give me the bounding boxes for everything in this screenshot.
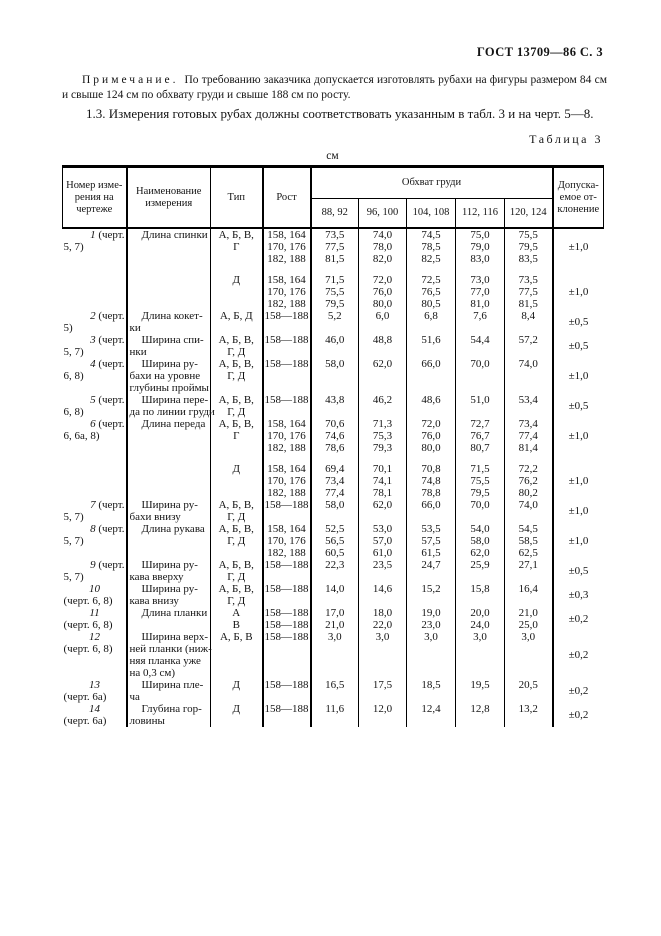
cell-measure-name: Ширина ру- кава внизу: [127, 583, 211, 607]
cell-measure-name: Ширина спи- нки: [127, 334, 211, 358]
cell-value-size-3: 19,0 23,0: [407, 607, 456, 631]
cell-value-size-2: 12,0: [359, 703, 407, 727]
cell-height: 158, 164 170, 176 182, 188: [263, 454, 311, 499]
cell-tolerance: ±0,5: [553, 394, 604, 418]
cell-value-size-5: 21,0 25,0: [505, 607, 553, 631]
cell-tolerance: ±1,0: [553, 228, 604, 265]
cell-measure-name: Длина спинки: [127, 228, 211, 265]
cell-value-size-4: 3,0: [456, 631, 505, 679]
table-row: [63, 334, 604, 358]
cell-value-size-4: 72,7 76,7 80,7: [456, 418, 505, 454]
cell-tolerance: ±0,3: [553, 583, 604, 607]
cell-measure-number: 5 (черт. 6, 8): [63, 394, 125, 418]
cell-measure-number: 9 (черт. 5, 7): [63, 559, 125, 583]
cell-height: 158—188: [263, 310, 311, 334]
cell-value-size-3: 6,8: [407, 310, 456, 334]
cell-measure-number: 8 (черт. 5, 7): [63, 523, 125, 547]
unit-label: см: [326, 150, 339, 162]
header-size-2: 96, 100: [359, 199, 407, 229]
cell-value-size-4: 51,0: [456, 394, 505, 418]
cell-value-size-4: 54,0 58,0 62,0: [456, 523, 505, 559]
cell-value-size-2: 48,8: [359, 334, 407, 358]
cell-type: Д: [211, 679, 263, 703]
cell-tolerance: ±1,0: [553, 265, 604, 310]
cell-value-size-2: 74,0 78,0 82,0: [359, 228, 407, 265]
cell-height: 158—188: [263, 334, 311, 358]
cell-measure-number: 10 (черт. 6, 8): [63, 583, 113, 607]
cell-measure-number: [63, 454, 127, 499]
cell-value-size-4: 7,6: [456, 310, 505, 334]
cell-value-size-3: 15,2: [407, 583, 456, 607]
cell-height: 158—188: [263, 631, 311, 679]
cell-value-size-4: 71,5 75,5 79,5: [456, 454, 505, 499]
table-row: [63, 583, 604, 607]
cell-value-size-4: 54,4: [456, 334, 505, 358]
cell-type: А, Б, В, Г, Д: [211, 559, 263, 583]
header-height: Рост: [263, 167, 311, 229]
cell-tolerance: ±0,5: [553, 310, 604, 334]
cell-value-size-5: 72,2 76,2 80,2: [505, 454, 553, 499]
cell-value-size-5: 75,5 79,5 83,5: [505, 228, 553, 265]
cell-tolerance: ±1,0: [553, 499, 604, 523]
cell-type: А, Б, Д: [211, 310, 263, 334]
cell-value-size-5: 54,5 58,5 62,5: [505, 523, 553, 559]
cell-type: А, Б, В, Г, Д: [211, 394, 263, 418]
cell-value-size-1: 73,5 77,5 81,5: [311, 228, 359, 265]
cell-measure-number: 11 (черт. 6, 8): [63, 607, 113, 631]
table-row: [63, 703, 604, 727]
cell-value-size-3: 74,5 78,5 82,5: [407, 228, 456, 265]
cell-value-size-2: 46,2: [359, 394, 407, 418]
cell-value-size-1: 17,0 21,0: [311, 607, 359, 631]
cell-value-size-5: 53,4: [505, 394, 553, 418]
table-row: [63, 418, 604, 454]
measurements-table: [62, 165, 604, 727]
table-row: [63, 358, 604, 394]
cell-tolerance: ±1,0: [553, 418, 604, 454]
cell-measure-name: Длина планки: [127, 607, 211, 631]
cell-height: 158—188: [263, 358, 311, 394]
table-row: [63, 310, 604, 334]
cell-measure-number: 6 (черт. 6, 6а, 8): [63, 418, 125, 442]
cell-type: А, Б, В, Г: [211, 418, 263, 454]
header-tolerance: Допуска- емое от- клонение: [553, 167, 604, 229]
cell-value-size-4: 70,0: [456, 499, 505, 523]
cell-value-size-4: 12,8: [456, 703, 505, 727]
cell-value-size-5: 27,1: [505, 559, 553, 583]
cell-value-size-4: 20,0 24,0: [456, 607, 505, 631]
table-body: [63, 228, 604, 727]
table-header: [63, 167, 604, 229]
cell-value-size-1: 58,0: [311, 358, 359, 394]
cell-value-size-5: 73,5 77,5 81,5: [505, 265, 553, 310]
cell-value-size-2: 71,3 75,3 79,3: [359, 418, 407, 454]
cell-tolerance: ±0,2: [553, 679, 604, 703]
cell-tolerance: ±1,0: [553, 454, 604, 499]
cell-height: 158—188: [263, 703, 311, 727]
cell-measure-number: [63, 265, 127, 310]
cell-measure-number: 4 (черт. 6, 8): [63, 358, 125, 382]
cell-measure-number: 1 (черт. 5, 7): [63, 229, 125, 253]
cell-measure-name: Ширина пле- ча: [127, 679, 211, 703]
cell-height: 158—188: [263, 394, 311, 418]
cell-measure-name: Ширина ру- кава вверху: [127, 559, 211, 583]
cell-measure-number: 3 (черт. 5, 7): [63, 334, 125, 358]
cell-value-size-1: 52,5 56,5 60,5: [311, 523, 359, 559]
cell-measure-name: [127, 454, 211, 499]
cell-measure-number: 14 (черт. 6а): [63, 703, 107, 727]
cell-height: 158—188: [263, 499, 311, 523]
table-caption: Таблица 3: [529, 132, 603, 146]
cell-value-size-5: 73,4 77,4 81,4: [505, 418, 553, 454]
cell-value-size-3: 51,6: [407, 334, 456, 358]
cell-measure-name: Длина рукава: [127, 523, 211, 559]
note-label: Примечание.: [82, 74, 179, 86]
cell-measure-name: [127, 265, 211, 310]
cell-type: Д: [211, 454, 263, 499]
cell-value-size-2: 17,5: [359, 679, 407, 703]
cell-tolerance: ±0,5: [553, 334, 604, 358]
cell-measure-name: Длина переда: [127, 418, 211, 454]
cell-height: 158, 164 170, 176 182, 188: [263, 228, 311, 265]
header-measure-number: Номер изме- рения на чертеже: [63, 167, 127, 229]
cell-value-size-1: 43,8: [311, 394, 359, 418]
cell-type: А, Б, В, Г, Д: [211, 583, 263, 607]
cell-value-size-2: 72,0 76,0 80,0: [359, 265, 407, 310]
cell-measure-number: 12 (черт. 6, 8): [63, 631, 113, 655]
cell-value-size-1: 14,0: [311, 583, 359, 607]
cell-value-size-1: 58,0: [311, 499, 359, 523]
cell-value-size-2: 62,0: [359, 358, 407, 394]
cell-value-size-2: 23,5: [359, 559, 407, 583]
cell-value-size-1: 11,6: [311, 703, 359, 727]
cell-measure-name: Длина кокет- ки: [127, 310, 211, 334]
cell-tolerance: ±0,5: [553, 559, 604, 583]
cell-value-size-2: 62,0: [359, 499, 407, 523]
cell-value-size-1: 3,0: [311, 631, 359, 679]
cell-value-size-3: 70,8 74,8 78,8: [407, 454, 456, 499]
cell-value-size-4: 19,5: [456, 679, 505, 703]
cell-value-size-3: 18,5: [407, 679, 456, 703]
cell-value-size-2: 70,1 74,1 78,1: [359, 454, 407, 499]
table-row: [63, 265, 604, 310]
table-row: [63, 499, 604, 523]
cell-measure-name: Ширина верх- ней планки (ниж- няя планка уже на 0,3 см): [127, 631, 211, 679]
cell-type: А, Б, В, Г, Д: [211, 523, 263, 559]
cell-height: 158—188: [263, 559, 311, 583]
cell-type: Д: [211, 265, 263, 310]
table-row: [63, 228, 604, 265]
cell-value-size-5: 13,2: [505, 703, 553, 727]
header-chest-girth: Обхват груди: [311, 167, 553, 199]
cell-value-size-1: 16,5: [311, 679, 359, 703]
page-header: ГОСТ 13709—86 С. 3: [476, 45, 603, 59]
cell-value-size-1: 71,5 75,5 79,5: [311, 265, 359, 310]
cell-measure-number: 2 (черт. 5): [63, 310, 125, 334]
cell-value-size-1: 70,6 74,6 78,6: [311, 418, 359, 454]
cell-measure-name: Ширина ру- бахи на уровне глубины проймы: [127, 358, 211, 394]
cell-value-size-5: 3,0: [505, 631, 553, 679]
cell-type: А В: [211, 607, 263, 631]
cell-value-size-5: 20,5: [505, 679, 553, 703]
header-size-3: 104, 108: [407, 199, 456, 229]
cell-height: 158—188 158—188: [264, 607, 309, 631]
cell-tolerance: ±0,2: [553, 631, 604, 679]
cell-measure-number: 7 (черт. 5, 7): [63, 499, 125, 523]
cell-value-size-3: 66,0: [407, 358, 456, 394]
cell-measure-name: Ширина ру- бахи внизу: [127, 499, 211, 523]
cell-value-size-2: 18,0 22,0: [359, 607, 407, 631]
cell-value-size-5: 74,0: [505, 358, 553, 394]
table-row: [63, 523, 604, 559]
cell-value-size-3: 53,5 57,5 61,5: [407, 523, 456, 559]
cell-type: А, Б, В, Г, Д: [211, 358, 263, 394]
cell-value-size-2: 14,6: [359, 583, 407, 607]
cell-tolerance: ±0,2: [553, 703, 604, 727]
cell-height: 158—188: [263, 679, 311, 703]
cell-value-size-4: 25,9: [456, 559, 505, 583]
cell-value-size-1: 22,3: [311, 559, 359, 583]
cell-value-size-3: 66,0: [407, 499, 456, 523]
cell-type: А, Б, В, Г, Д: [211, 334, 263, 358]
cell-value-size-2: 6,0: [359, 310, 407, 334]
cell-value-size-5: 57,2: [505, 334, 553, 358]
header-size-4: 112, 116: [456, 199, 505, 229]
cell-value-size-3: 24,7: [407, 559, 456, 583]
cell-tolerance: ±1,0: [553, 523, 604, 559]
header-size-5: 120, 124: [505, 199, 553, 229]
cell-height: 158, 164 170, 176 182, 188: [263, 265, 311, 310]
cell-value-size-4: 70,0: [456, 358, 505, 394]
cell-value-size-1: 69,4 73,4 77,4: [311, 454, 359, 499]
cell-value-size-3: 72,0 76,0 80,0: [407, 418, 456, 454]
cell-value-size-3: 12,4: [407, 703, 456, 727]
cell-value-size-3: 48,6: [407, 394, 456, 418]
cell-value-size-1: 5,2: [311, 310, 359, 334]
clause-1-3: 1.3. Измерения готовых рубах должны соответствовать указанным в табл. 3 и на черт. 5—8.: [86, 106, 594, 121]
cell-value-size-3: 72,5 76,5 80,5: [407, 265, 456, 310]
table-row: [63, 607, 604, 631]
cell-value-size-5: 74,0: [505, 499, 553, 523]
table-row: [63, 631, 604, 679]
cell-measure-name: Ширина пере- да по линии груди: [127, 394, 211, 418]
cell-height: 158, 164 170, 176 182, 188: [263, 523, 311, 559]
cell-type: Д: [211, 703, 263, 727]
cell-tolerance: ±1,0: [553, 358, 604, 394]
table-row: [63, 454, 604, 499]
cell-value-size-5: 16,4: [505, 583, 553, 607]
table-row: [63, 679, 604, 703]
cell-type: А, Б, В, Г, Д: [211, 499, 263, 523]
cell-type: А, Б, В, Г: [211, 228, 263, 265]
header-size-1: 88, 92: [311, 199, 359, 229]
note-paragraph: [62, 73, 607, 103]
cell-value-size-2: 53,0 57,0 61,0: [359, 523, 407, 559]
cell-value-size-1: 46,0: [311, 334, 359, 358]
table-row: [63, 559, 604, 583]
cell-value-size-5: 8,4: [505, 310, 553, 334]
cell-value-size-4: 73,0 77,0 81,0: [456, 265, 505, 310]
cell-height: 158, 164 170, 176 182, 188: [263, 418, 311, 454]
cell-height: 158—188: [263, 583, 311, 607]
cell-value-size-3: 3,0: [407, 631, 456, 679]
cell-tolerance: ±0,2: [553, 607, 604, 631]
cell-measure-name: Глубина гор- ловины: [127, 703, 211, 727]
note-text: По требованию заказчика допускается изготовлять рубахи на фигуры размером 84 см и свыше 124 см по обхвату груди и свыше 188 см по росту.: [62, 74, 607, 101]
header-type: Тип: [211, 167, 263, 229]
cell-type: А, Б, В: [211, 631, 263, 679]
cell-value-size-2: 3,0: [359, 631, 407, 679]
table-row: [63, 394, 604, 418]
header-measure-name: Наименование измерения: [127, 167, 211, 229]
cell-value-size-4: 75,0 79,0 83,0: [456, 228, 505, 265]
cell-measure-number: 13 (черт. 6а): [63, 679, 107, 703]
cell-value-size-4: 15,8: [456, 583, 505, 607]
